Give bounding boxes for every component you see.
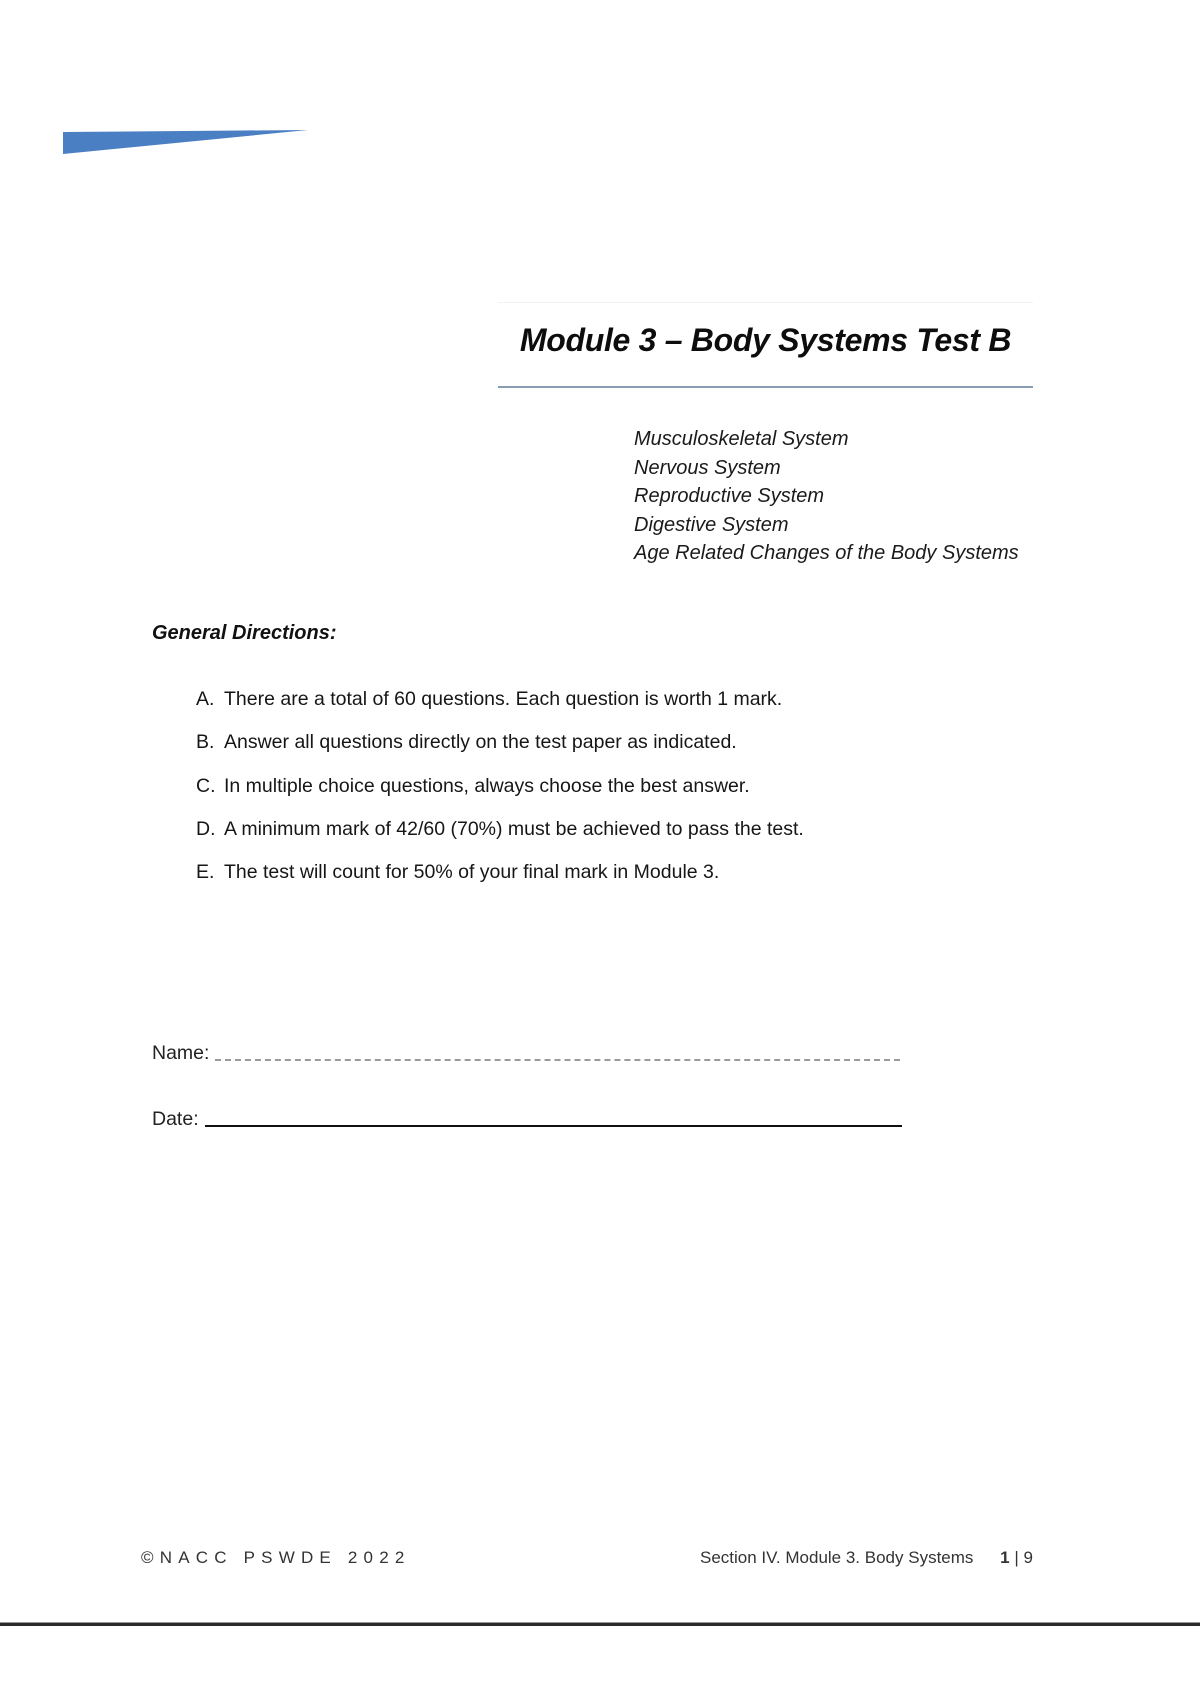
title-underline <box>498 386 1033 388</box>
date-blank-line[interactable] <box>205 1125 902 1127</box>
systems-list-item: Age Related Changes of the Body Systems <box>634 542 1019 565</box>
date-field <box>152 1108 902 1131</box>
direction-text: There are a total of 60 questions. Each question is worth 1 mark. <box>224 688 783 710</box>
direction-text: In multiple choice questions, always choose the best answer. <box>224 774 750 797</box>
direction-item <box>196 721 804 764</box>
direction-text: The test will count for 50% of your final mark in Module 3. <box>224 861 720 884</box>
page-total: 9 <box>1023 1548 1033 1567</box>
systems-list-item: Nervous System <box>634 456 781 479</box>
footer-section-info <box>700 1548 1033 1568</box>
systems-list-item: Digestive System <box>634 513 789 536</box>
direction-item <box>196 808 804 851</box>
direction-letter: E. <box>196 861 215 884</box>
name-field <box>152 1042 900 1065</box>
page-current: 1 <box>1000 1548 1010 1567</box>
direction-letter: C. <box>196 774 216 797</box>
footer-section-label: Section IV. Module 3. Body Systems <box>700 1548 974 1567</box>
direction-item <box>196 765 804 808</box>
page-separator <box>0 1622 1200 1626</box>
name-label: Name: <box>152 1042 210 1064</box>
decorative-accent-wedge <box>63 130 308 154</box>
direction-item <box>196 851 804 894</box>
title-top-rule <box>498 302 1033 303</box>
direction-text: Answer all questions directly on the test paper as indicated. <box>224 731 737 754</box>
systems-list-item: Reproductive System <box>634 485 825 508</box>
page-divider: | <box>1014 1548 1019 1567</box>
direction-letter: A. <box>196 688 215 710</box>
direction-letter: D. <box>196 817 216 840</box>
direction-letter: B. <box>196 731 215 754</box>
name-blank-line[interactable] <box>215 1059 900 1061</box>
directions-list <box>196 678 804 894</box>
date-label: Date: <box>152 1108 199 1130</box>
footer-copyright: ©NACC PSWDE 2022 <box>141 1548 411 1567</box>
systems-list-item: Musculoskeletal System <box>634 428 849 450</box>
systems-list <box>634 425 1019 568</box>
direction-text: A minimum mark of 42/60 (70%) must be achieved to pass the test. <box>224 817 804 840</box>
direction-item <box>196 678 804 721</box>
directions-heading: General Directions: <box>152 622 337 644</box>
page-number <box>1000 1548 1033 1567</box>
page-title: Module 3 – Body Systems Test B <box>519 322 1012 358</box>
